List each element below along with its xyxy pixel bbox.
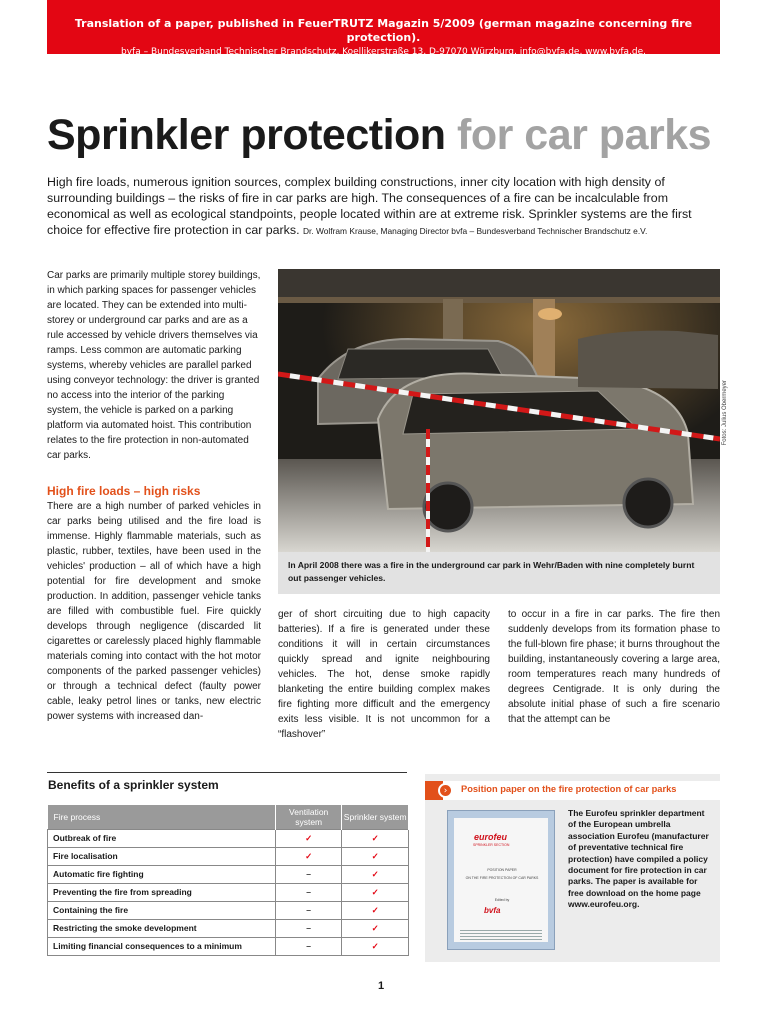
table-row: [48, 829, 409, 847]
photo-illustration: [278, 269, 720, 552]
section-heading: High fire loads – high risks: [47, 484, 201, 498]
benefits-table: [47, 805, 409, 956]
article-col2: ger of short circuiting due to high capacity batteries). If a fire is generated under these conditions it will in certain circumstances quickly spread and ignite neighbouring vehicles. The hot, dense smoke rapidly blanketing the entire building complex makes fire fighting more difficult and the emergency exits less visible. It is not uncommon for a “flashover”: [278, 609, 490, 740]
car-park-fire-photo: [278, 269, 720, 552]
table-row: [48, 847, 409, 865]
title-part-2: for car parks: [457, 111, 712, 159]
table-row: [48, 901, 409, 919]
position-paper-box: [425, 774, 720, 962]
table-row: [48, 937, 409, 955]
check-icon: ✓: [342, 865, 409, 883]
cover-page: [454, 818, 548, 942]
divider: [47, 772, 407, 773]
title-part-1: Sprinkler protection: [47, 111, 446, 159]
col-header-sprinkler: Sprinkler system: [342, 805, 409, 829]
cover-title-2: ON THE FIRE PROTECTION OF CAR PARKS: [465, 876, 539, 880]
photo-caption: In April 2008 there was a fire in the underground car park in Wehr/Baden with nine completely burnt out passenger vehicles.: [278, 552, 720, 594]
bvfa-logo: bvfa: [484, 906, 501, 915]
article-col3: to occur in a fire in car parks. The fire then suddenly develops from its formation phase to the full-blown fire phase; it burns throughout the building, instantaneously covering a large area, room temperatures reach many hundreds of degrees Centigrade. It is only during the absolute initial phase of such a fire scenario that the attempt can be: [508, 609, 720, 725]
row-label: Fire localisation: [48, 847, 276, 865]
check-icon: ✓: [342, 883, 409, 901]
row-label: Preventing the fire from spreading: [48, 883, 276, 901]
check-icon: ✓: [342, 919, 409, 937]
cover-fine-print: [460, 930, 542, 942]
cover-subtitle: SPRINKLER SECTION: [473, 843, 510, 847]
row-label: Automatic fire fighting: [48, 865, 276, 883]
check-icon: ✓: [275, 829, 342, 847]
check-icon: ✓: [342, 829, 409, 847]
dash-icon: –: [275, 937, 342, 955]
page-title: [47, 110, 711, 160]
position-paper-header: [425, 781, 720, 800]
arrow-circle-icon: ›: [438, 783, 453, 798]
check-icon: ✓: [275, 847, 342, 865]
eurofeu-logo: eurofeu: [474, 832, 508, 842]
header-banner: [47, 0, 720, 57]
article-intro: Car parks are primarily multiple storey buildings, in which parking spaces for passenger vehicles are located. They can be extended into multi-storey or underground car parks and are as a rule accessed by vehicle drivers themselves via ramps. Less common are automatic parking systems, whereby vehicles are parallel parked using conveyor technology: the driver is granted no access into the interior of the parking system, the vehicle is parked on a parking platform via automated hoist. This contribution relates to the fire protection in non-automated car parks.: [47, 270, 261, 461]
dash-icon: –: [275, 865, 342, 883]
dash-icon: –: [275, 901, 342, 919]
table-row: [48, 865, 409, 883]
author-line: Dr. Wolfram Krause, Managing Director bvfa – Bundesverband Technischer Brandschutz e.V.: [302, 226, 648, 236]
photo-credit: Fotos: Julius Obermeyer: [722, 380, 728, 446]
banner-line-1: Translation of a paper, published in FeuerTRUTZ Magazin 5/2009 (german magazine concerning fire protection).: [74, 17, 693, 44]
check-icon: ✓: [342, 847, 409, 865]
position-paper-heading: Position paper on the fire protection of car parks: [461, 784, 677, 794]
table-row: [48, 919, 409, 937]
row-label: Limiting financial consequences to a minimum: [48, 937, 276, 955]
table-row: [48, 883, 409, 901]
lead-paragraph: [47, 174, 727, 239]
dash-icon: –: [275, 919, 342, 937]
row-label: Restricting the smoke development: [48, 919, 276, 937]
row-label: Containing the fire: [48, 901, 276, 919]
check-icon: ✓: [342, 937, 409, 955]
cover-title-1: POSITION PAPER: [487, 868, 517, 872]
page-number: 1: [378, 980, 385, 992]
position-paper-cover: [447, 810, 555, 950]
cover-edited-by: Edited by: [494, 898, 510, 902]
dash-icon: –: [275, 883, 342, 901]
benefits-title: Benefits of a sprinkler system: [48, 778, 219, 792]
table-header-row: [48, 805, 409, 829]
article-col1-body: There are a high number of parked vehicles in car parks being utilised and the fire load is immense. Highly flammable materials, such as plastic, rubber, textiles, have been used in the vehicles' production – all of which have a high potential for fire development and smoke production. In addition, passenger vehicle tanks are filled with combustible fuel. Fire quickly develops through negligence (discarded lit cigarettes or carelessly placed highly flammable materials coming into contact with the hot motor components of the parked passenger vehicles) or through a technical defect (faulty power cable, leaky petrol lines or tanks, new electric power systems with increased dan-: [47, 501, 261, 722]
banner-line-2: bvfa – Bundesverband Technischer Brandschutz, Koellikerstraße 13, D-97070 Würzburg, info@bvfa.de, www.bvfa.de.: [121, 47, 646, 57]
check-icon: ✓: [342, 901, 409, 919]
col-header-fire-process: Fire process: [48, 805, 276, 829]
lead-text: High fire loads, numerous ignition sources, complex building constructions, inner city location with high density of surrounding buildings – the risks of fire in car parks are high. The consequences of a fire can be incalculable from economical as well as ecological standpoints, people located within are at extreme risk. Sprinkler systems are the first choice for effective fire protection in car parks.: [47, 175, 692, 237]
col-header-ventilation: Ventilation system: [275, 805, 342, 829]
position-paper-text: The Eurofeu sprinkler department of the European umbrella association Eurofeu (manufacturer of preventative technical fire protection) have compiled a policy document for fire protection in car parks. The paper is available for free download on the home page www.eurofeu.org.: [568, 808, 709, 910]
row-label: Outbreak of fire: [48, 829, 276, 847]
